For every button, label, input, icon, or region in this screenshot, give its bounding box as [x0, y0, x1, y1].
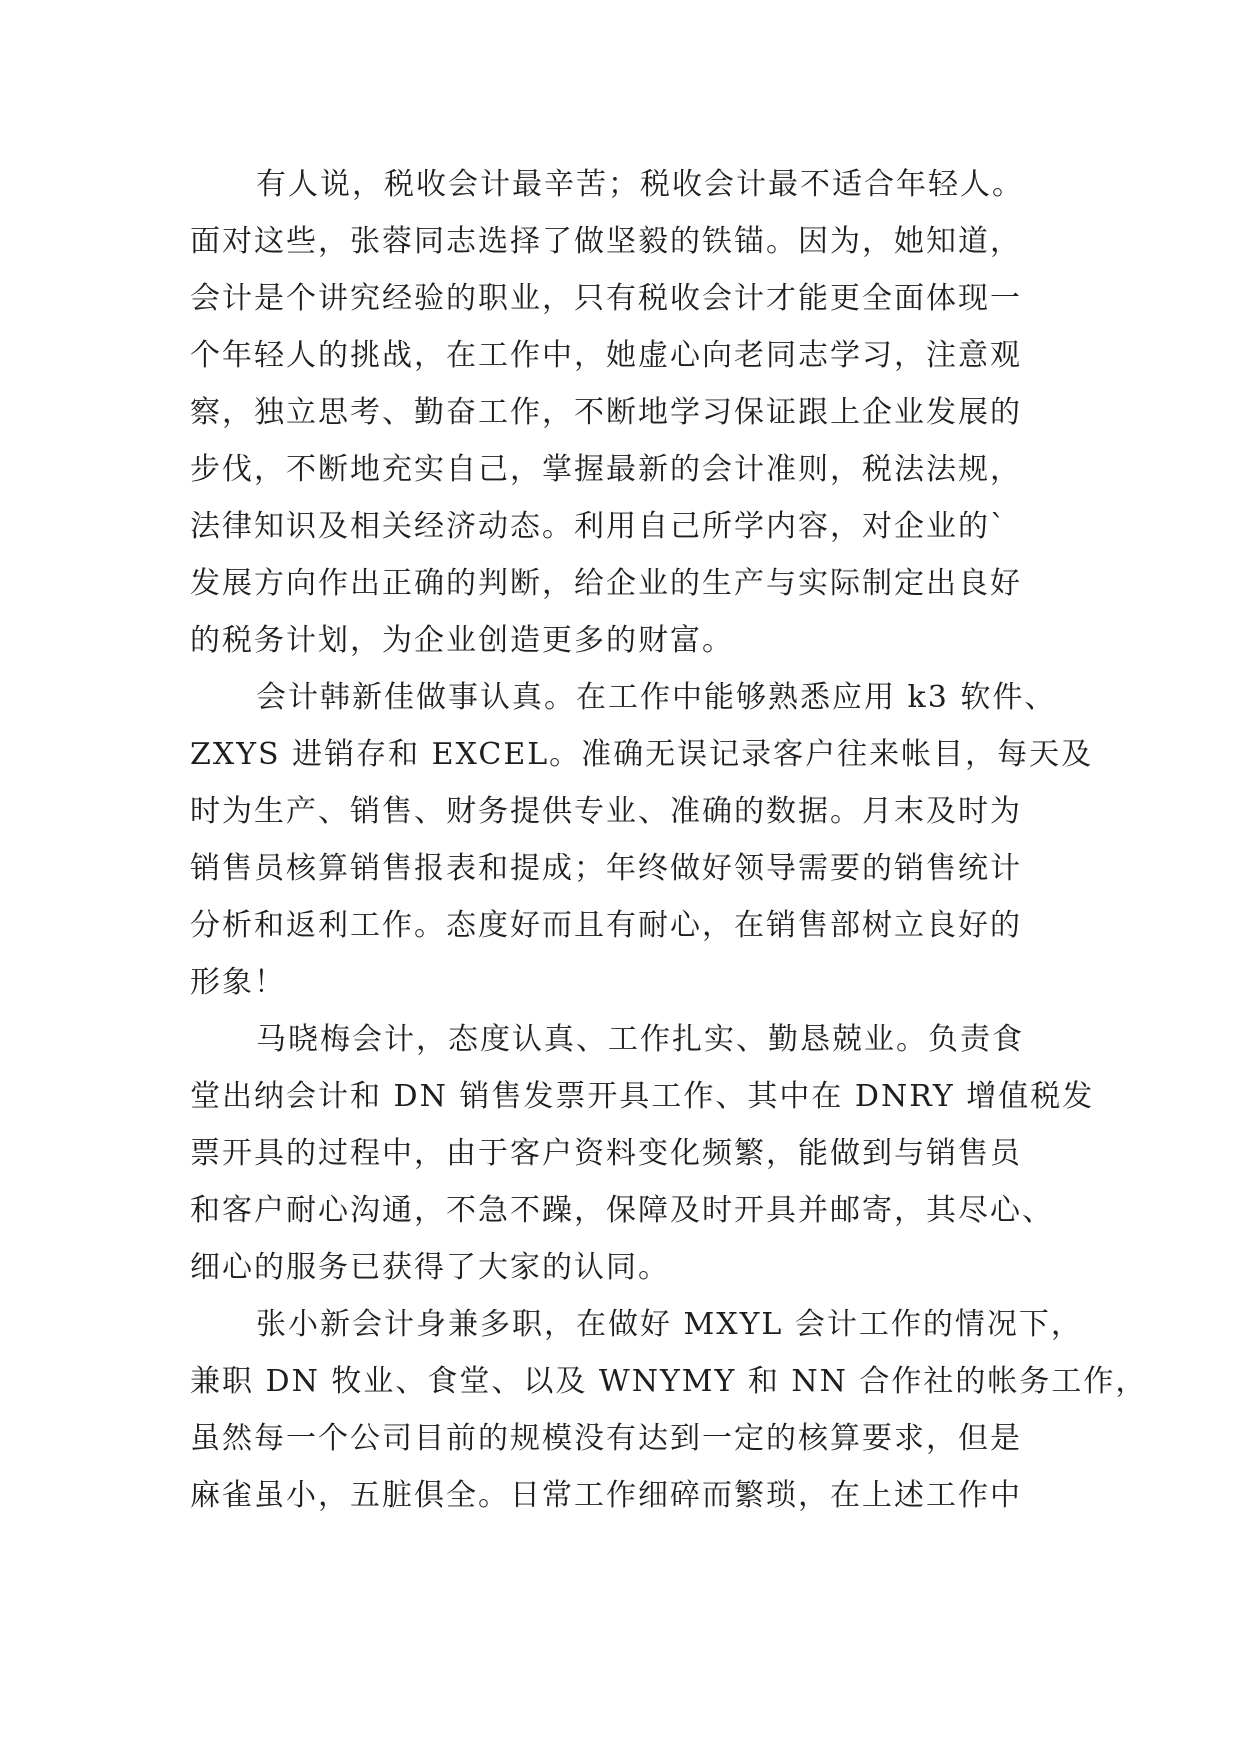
text-line: 会计韩新佳做事认真。在工作中能够熟悉应用 k3 软件、: [256, 680, 1057, 715]
text-line: 有人说，税收会计最辛苦；税收会计最不适合年轻人。: [256, 167, 1024, 202]
text-line: 销售员核算销售报表和提成；年终做好领导需要的销售统计: [190, 851, 1022, 886]
text-line: 堂出纳会计和 DN 销售发票开具工作、其中在 DNRY 增值税发: [190, 1079, 1095, 1114]
text-line: 察，独立思考、勤奋工作，不断地学习保证跟上企业发展的: [190, 395, 1022, 430]
paragraph-han-xinjia: [190, 669, 1094, 1011]
paragraph-zhang-rong: [190, 156, 1060, 669]
text-line: 和客户耐心沟通，不急不躁，保障及时开具并邮寄，其尽心、: [190, 1193, 1054, 1228]
text-line: 形象！: [190, 965, 286, 1000]
text-line: 法律知识及相关经济动态。利用自己所学内容，对企业的`: [190, 509, 1007, 544]
text-line: 的税务计划，为企业创造更多的财富。: [190, 623, 734, 658]
body-text: [190, 156, 1148, 1524]
paragraph-zhang-xiaoxin: [190, 1296, 1148, 1524]
text-line: 个年轻人的挑战，在工作中，她虚心向老同志学习，注意观: [190, 338, 1022, 373]
paragraph-ma-xiaomei: [190, 1011, 1095, 1296]
text-line: 票开具的过程中，由于客户资料变化频繁，能做到与销售员: [190, 1136, 1022, 1171]
text-line: 步伐，不断地充实自己，掌握最新的会计准则，税法法规，: [190, 452, 1022, 487]
text-line: ZXYS 进销存和 EXCEL。准确无误记录客户往来帐目，每天及: [190, 737, 1094, 772]
text-line: 张小新会计身兼多职，在做好 MXYL 会计工作的情况下，: [256, 1307, 1083, 1342]
text-line: 虽然每一个公司目前的规模没有达到一定的核算要求，但是: [190, 1421, 1022, 1456]
text-line: 面对这些，张蓉同志选择了做坚毅的铁锚。因为，她知道，: [190, 224, 1022, 259]
text-line: 发展方向作出正确的判断，给企业的生产与实际制定出良好: [190, 566, 1022, 601]
text-line: 会计是个讲究经验的职业，只有税收会计才能更全面体现一: [190, 281, 1022, 316]
text-line: 马晓梅会计，态度认真、工作扎实、勤恳兢业。负责食: [256, 1022, 1024, 1057]
text-line: 时为生产、销售、财务提供专业、准确的数据。月末及时为: [190, 794, 1022, 829]
text-line: 分析和返利工作。态度好而且有耐心，在销售部树立良好的: [190, 908, 1022, 943]
text-line: 细心的服务已获得了大家的认同。: [190, 1250, 670, 1285]
text-line: 麻雀虽小，五脏俱全。日常工作细碎而繁琐，在上述工作中: [190, 1478, 1022, 1513]
text-line: 兼职 DN 牧业、食堂、以及 WNYMY 和 NN 合作社的帐务工作，: [190, 1364, 1148, 1399]
